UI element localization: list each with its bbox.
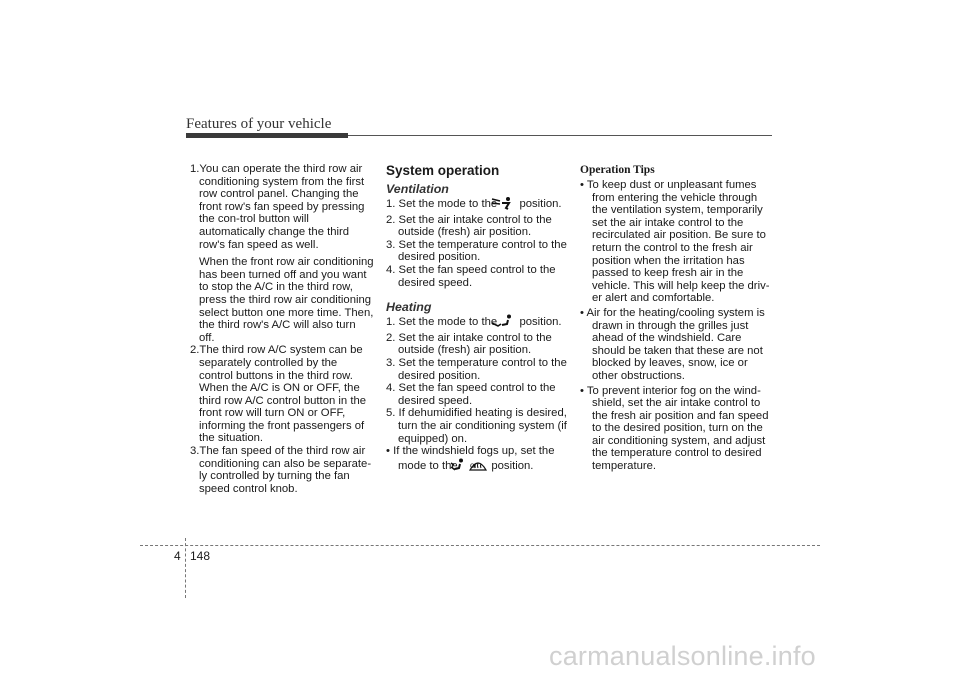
tip-bullet-1: • To keep dust or unpleasant fumes from entering the vehicle through the ventilation system, temporarily set the air intake control to the recirculated air position. Be sure to return the control to the fresh air position when the irritation has passed to keep fresh air in the vehicle. This will help keep the driv-er alert and comfortable. [580, 179, 770, 305]
ventilation-step-1 [386, 196, 574, 214]
ventilation-step-2: 2. Set the air intake control to the outside (fresh) air position. [386, 213, 552, 239]
heating-step-2: 2. Set the air intake control to the outside (fresh) air position. [386, 331, 552, 357]
heating-bullet-end: position. [491, 459, 534, 472]
heating-step-1-end: position. [519, 316, 562, 329]
floor-defrost-mode-icon [461, 458, 467, 476]
tip-bullet-3: • To prevent interior fog on the wind-shield, set the air intake control to the fresh air position and fan speed to the desired position, turn on the air conditioning system, and adjust the temperature control to desired temperature. [580, 384, 769, 473]
note-item-2: 2.The third row A/C system can be separately controlled by the control buttons in the third row. When the A/C is ON or OFF, the third row A/C control button in the front row will turn ON or OFF, informing the front passengers of the situation. [190, 344, 367, 445]
section-header-title: Features of your vehicle [186, 116, 332, 132]
floor-mode-icon [500, 314, 516, 332]
heating-step-5: 5. If dehumidified heating is desired, turn the air conditioning system (if equipped) on. [386, 407, 567, 445]
subsection-title-ventilation: Ventilation [386, 182, 449, 196]
note-item-1 [186, 163, 374, 344]
section-title-system-operation: System operation [386, 163, 500, 178]
heating-step-3: 3. Set the temperature control to the desired position. [386, 356, 567, 382]
ventilation-step-1-text: 1. Set the mode to the [386, 198, 498, 210]
footer-vertical-divider [185, 538, 186, 598]
heating-bullet-text: • If the windshield fogs up, set the mode to the [386, 445, 555, 472]
note-item-1-sub: When the front row air conditioning has been turned off and you want to stop the A/C in the third row, press the third row air conditioning select button one more time. Then, the third row's A/C will also turn off. [199, 256, 374, 344]
note-item-1-text: 1.You can operate the third row air conditioning system from the first row control panel. Changing the front row's fan speed by pressing the con-trol button will automatically change the third row's fan speed as well. [190, 163, 365, 251]
column-system-operation [386, 163, 574, 475]
header-rule-thin [348, 135, 772, 136]
section-title-operation-tips: Operation Tips [580, 164, 655, 176]
subsection-title-heating: Heating [386, 300, 432, 315]
ventilation-step-3: 3. Set the temperature control to the desired position. [386, 238, 567, 264]
heating-step-1 [386, 314, 574, 332]
page-number: 148 [190, 549, 211, 563]
heating-bullet-windshield [386, 445, 574, 475]
tip-bullet-2: • Air for the heating/cooling system is drawn in through the grilles just ahead of the windshield. Care should be taken that these are not blocked by leaves, snow, ice or other obstructions. [580, 306, 765, 382]
column-third-row-notes [186, 163, 374, 495]
or-label: or [469, 460, 478, 470]
footer-divider [140, 545, 820, 546]
chapter-number: 4 [174, 549, 181, 563]
header-rule-thick [186, 133, 348, 138]
column-operation-tips [580, 163, 772, 473]
heating-step-1-text: 1. Set the mode to the [386, 316, 498, 329]
note-item-3: 3.The fan speed of the third row air conditioning can also be separate-ly controlled by turning the fan speed control knob. [190, 445, 372, 495]
heating-step-4: 4. Set the fan speed control to the desired speed. [386, 382, 556, 407]
ventilation-step-4: 4. Set the fan speed control to the desired speed. [386, 263, 556, 289]
ventilation-step-1-end: position. [519, 198, 562, 210]
vent-face-mode-icon [500, 196, 516, 214]
defrost-mode-icon [480, 458, 488, 476]
watermark: carmanualsonline.info [549, 641, 816, 671]
